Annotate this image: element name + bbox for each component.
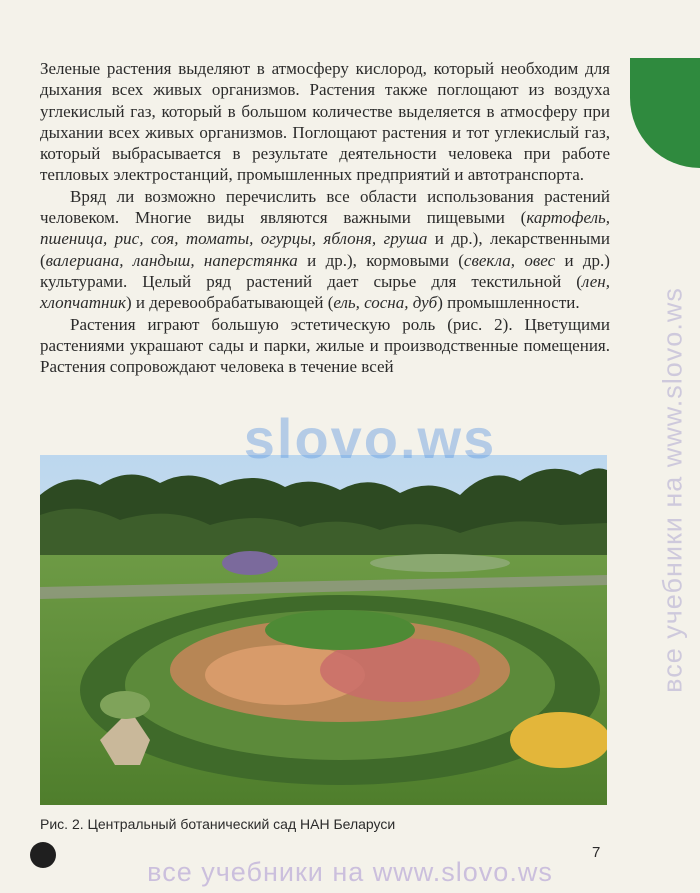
figure-caption: Рис. 2. Центральный ботанический сад НАН Беларуси (40, 816, 396, 832)
paragraph-2: Вряд ли возможно перечислить все области использования растений человеком. Многие виды являются важными пищевыми (картофель, пшеница, рис, соя, томаты, огурцы, яблоня, груша и др.), лекарственными (валериана, ландыш, наперстянка и др.), кормовыми (свекла, овес и др.) культурами. Целый ряд растений дает сырье для текстильной (лен, хлопчатник) и деревообрабатывающей (ель, сосна, дуб) промышленности. (40, 186, 611, 313)
body-text (40, 58, 610, 377)
page-number: 7 (592, 844, 601, 861)
watermark-overlay: slovo.ws (243, 407, 497, 470)
side-watermark: все учебники на www.slovo.ws (657, 287, 688, 693)
paragraph-3: Растения играют большую эстетическую роль (рис. 2). Цветущими растениями украшают сады и парки, жилые и производственные помещения. Растения сопровождают человека в течение всей (40, 314, 610, 377)
wood-plants: ель, сосна, дуб (333, 293, 438, 313)
paragraph-1: Зеленые растения выделяют в атмосферу кислород, который необходим для дыхания всех живых организмов. Растения также поглощают из воздуха углекислый газ, который в большом количестве выделяется в атмосферу при дыхании всех живых организмов. Поглощают растения и тот углекислый газ, который выбрасывается в результате деятельности человека при работе тепловых электростанций, промышленных предприятий и автотранспорта. (40, 59, 610, 185)
medicinal-plants: валериана, ландыш, наперстянка (45, 250, 298, 270)
food-plants: картофель, пшеница, рис, соя, томаты, огурцы, яблоня, груша (40, 208, 610, 249)
garden-photo (40, 455, 607, 805)
chapter-tab (630, 58, 700, 168)
fodder-plants: свекла, овес (463, 250, 556, 270)
footer-watermark: все учебники на www.slovo.ws (147, 857, 553, 887)
page-bullet-dot (30, 842, 56, 868)
textile-plants: лен, хлопчатник (40, 271, 610, 313)
